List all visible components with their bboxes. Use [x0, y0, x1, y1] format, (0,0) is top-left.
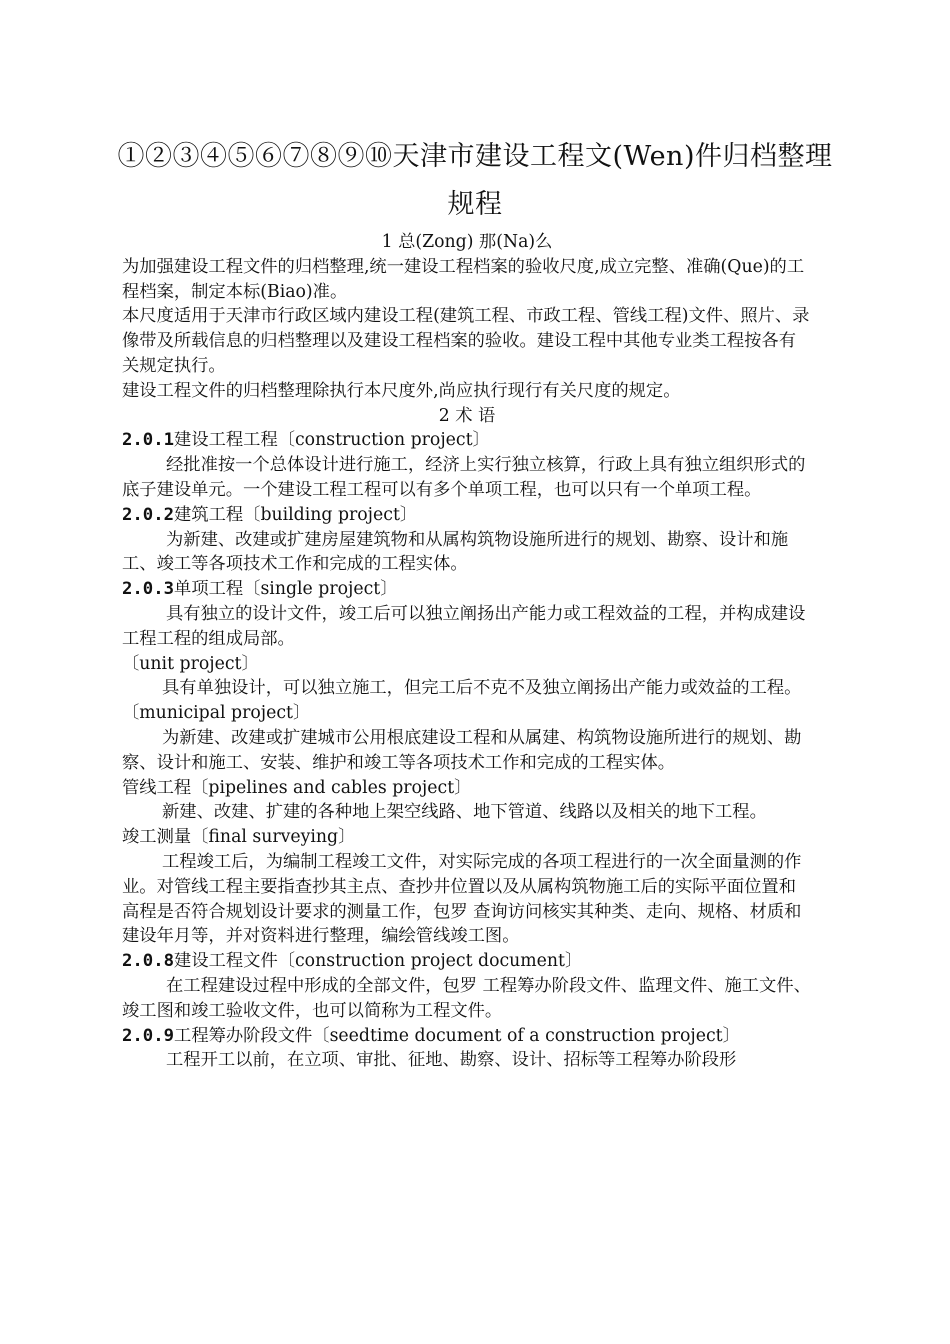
- section1-heading: 1 总(Zong) 那(Na)么: [381, 232, 553, 252]
- term-definition: 工程竣工后，为编制工程竣工文件，对实际完成的各项工程进行的一次全面量测的作业。对管线工程主要指查抄其主点、查抄井位置以及从属构筑物施工后的实际平面位置和高程是否符合规划设计要求的测量工作，包罗 查询访问核实其种类、走向、规格、材质和建设年月等，并对资料进行整理，编绘管线竣工图。: [122, 851, 802, 947]
- term-title: 〔municipal project〕: [122, 703, 311, 724]
- term-heading: [122, 949, 812, 974]
- term-heading: [122, 776, 812, 801]
- term-definition: 具有单独设计，可以独立施工，但完工后不克不及独立阐扬出产能力或效益的工程。: [162, 678, 802, 699]
- section1-paragraph-2: 本尺度适用于天津市行政区域内建设工程(建筑工程、市政工程、管线工程)文件、照片、录像带及所载信息的归档整理以及建设工程档案的验收。建设工程中其他专业类工程按各有关规定执行。: [122, 306, 810, 376]
- term-number: 2.0.9: [122, 1025, 175, 1046]
- term-heading: [122, 428, 812, 453]
- term-number: 2.0.8: [122, 951, 175, 972]
- term-title: 单项工程〔single project〕: [174, 579, 398, 600]
- term-definition: 为新建、改建或扩建城市公用根底建设工程和从属建、构筑物设施所进行的规划、勘察、设计和施工、安装、维护和竣工等各项技术工作和完成的工程实体。: [122, 727, 802, 773]
- term-title: 建设工程工程〔construction project〕: [174, 430, 490, 451]
- term-title: 竣工测量〔final surveying〕: [122, 827, 356, 848]
- term-heading: [122, 701, 812, 726]
- term-number: 2.0.2: [122, 504, 175, 525]
- term-number: 2.0.3: [122, 579, 175, 600]
- document-title-line1: ①②③④⑤⑥⑦⑧⑨⑩天津市建设工程文(Wen)件归档整理: [117, 141, 833, 172]
- term-definition: 在工程建设过程中形成的全部文件，包罗 工程筹办阶段文件、监理文件、施工文件、竣工图和竣工验收文件，也可以简称为工程文件。: [122, 975, 811, 1021]
- term-definition: 为新建、改建或扩建房屋建筑物和从属构筑物设施所进行的规划、勘察、设计和施工、竣工等各项技术工作和完成的工程实体。: [122, 529, 789, 575]
- section1-paragraph-1: 为加强建设工程文件的归档整理,统一建设工程档案的验收尺度,成立完整、准确(Que)的工程档案，制定本标(Biao)准。: [122, 256, 805, 302]
- term-title: 〔unit project〕: [122, 653, 259, 674]
- document-title-line2: 规程: [447, 189, 503, 220]
- term-definition: 工程开工以前，在立项、审批、征地、勘察、设计、招标等工程筹办阶段形: [166, 1050, 737, 1071]
- term-heading: [122, 652, 812, 677]
- term-title: 管线工程〔pipelines and cables project〕: [122, 777, 472, 798]
- document-body: [122, 230, 812, 1073]
- term-heading: [122, 1024, 812, 1049]
- section2-heading: 2 术 语: [438, 405, 496, 426]
- term-heading: [122, 503, 812, 528]
- term-title: 工程筹办阶段文件〔seedtime document of a construction project〕: [174, 1025, 740, 1046]
- term-heading: [122, 825, 812, 850]
- term-title: 建设工程文件〔construction project document〕: [174, 951, 583, 972]
- term-heading: [122, 577, 812, 602]
- term-definition: 具有独立的设计文件，竣工后可以独立阐扬出产能力或工程效益的工程，并构成建设工程工程的组成局部。: [122, 603, 806, 649]
- term-definition: 新建、改建、扩建的各种地上架空线路、地下管道、线路以及相关的地下工程。: [162, 802, 767, 823]
- term-number: 2.0.1: [122, 430, 175, 451]
- term-title: 建筑工程〔building project〕: [174, 504, 418, 525]
- term-definition: 经批准按一个总体设计进行施工，经济上实行独立核算，行政上具有独立组织形式的底子建设单元。一个建设工程工程可以有多个单项工程，也可以只有一个单项工程。: [122, 455, 806, 500]
- section1-paragraph-3: 建设工程文件的归档整理除执行本尺度外,尚应执行现行有关尺度的规定。: [122, 380, 681, 401]
